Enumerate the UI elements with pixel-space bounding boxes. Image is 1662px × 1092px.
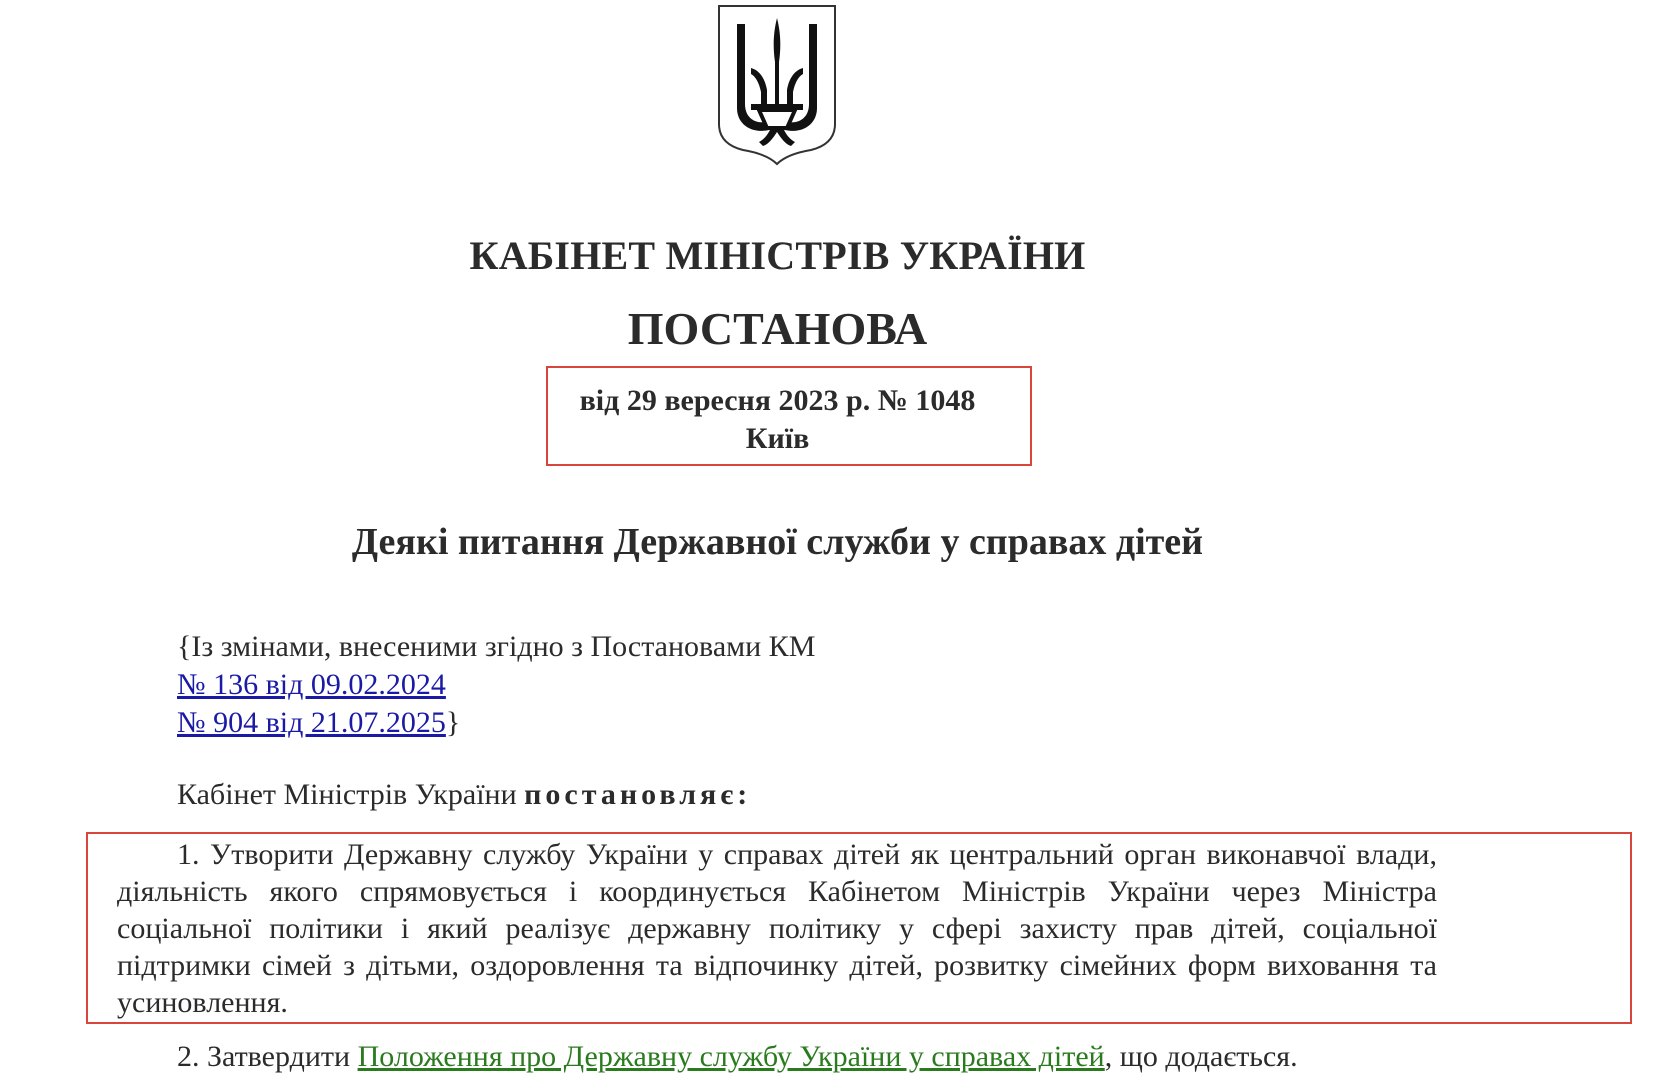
coat-of-arms-icon: [715, 4, 839, 166]
document-city: Київ: [745, 422, 810, 455]
amendments-closing: }: [445, 706, 461, 739]
document-date: від 29 вересня 2023 р. № 1048: [579, 384, 976, 417]
amendment-link-904[interactable]: № 904 від 21.07.2025: [177, 706, 446, 739]
item-2-suffix: , що додається.: [1104, 1040, 1298, 1073]
amendments-intro: {Із змінами, внесеними згідно з Постановами КМ: [177, 630, 816, 663]
regulation-link[interactable]: Положення про Державну службу України у справах дітей: [357, 1040, 1105, 1073]
item-2-prefix: 2. Затвердити: [177, 1040, 358, 1073]
resolution-verb: постановляє:: [524, 778, 752, 811]
amendments-note: [177, 628, 815, 742]
amendment-link-136[interactable]: № 136 від 09.02.2024: [177, 668, 446, 701]
item-1-text: 1. Утворити Державну службу України у справах дітей як центральний орган виконавчої влади, діяльність якого спрямовується і координується Кабінетом Міністрів України через Міністра соціальної політики і який реалізує державну політику у сфері захисту прав дітей, соціальної підтримки сімей з дітьми, оздоровлення та відпочинку дітей, розвитку сімейних форм виховання та усиновлення.: [117, 838, 1437, 1019]
resolution-prefix: Кабінет Міністрів України: [177, 778, 525, 811]
document-type: ПОСТАНОВА: [627, 303, 928, 354]
resolution-statement: [177, 778, 751, 812]
item-2-text: [177, 1040, 1298, 1074]
organization-title: КАБІНЕТ МІНІСТРІВ УКРАЇНИ: [469, 233, 1086, 278]
document-subject: Деякі питання Державної служби у справах дітей: [351, 521, 1204, 563]
